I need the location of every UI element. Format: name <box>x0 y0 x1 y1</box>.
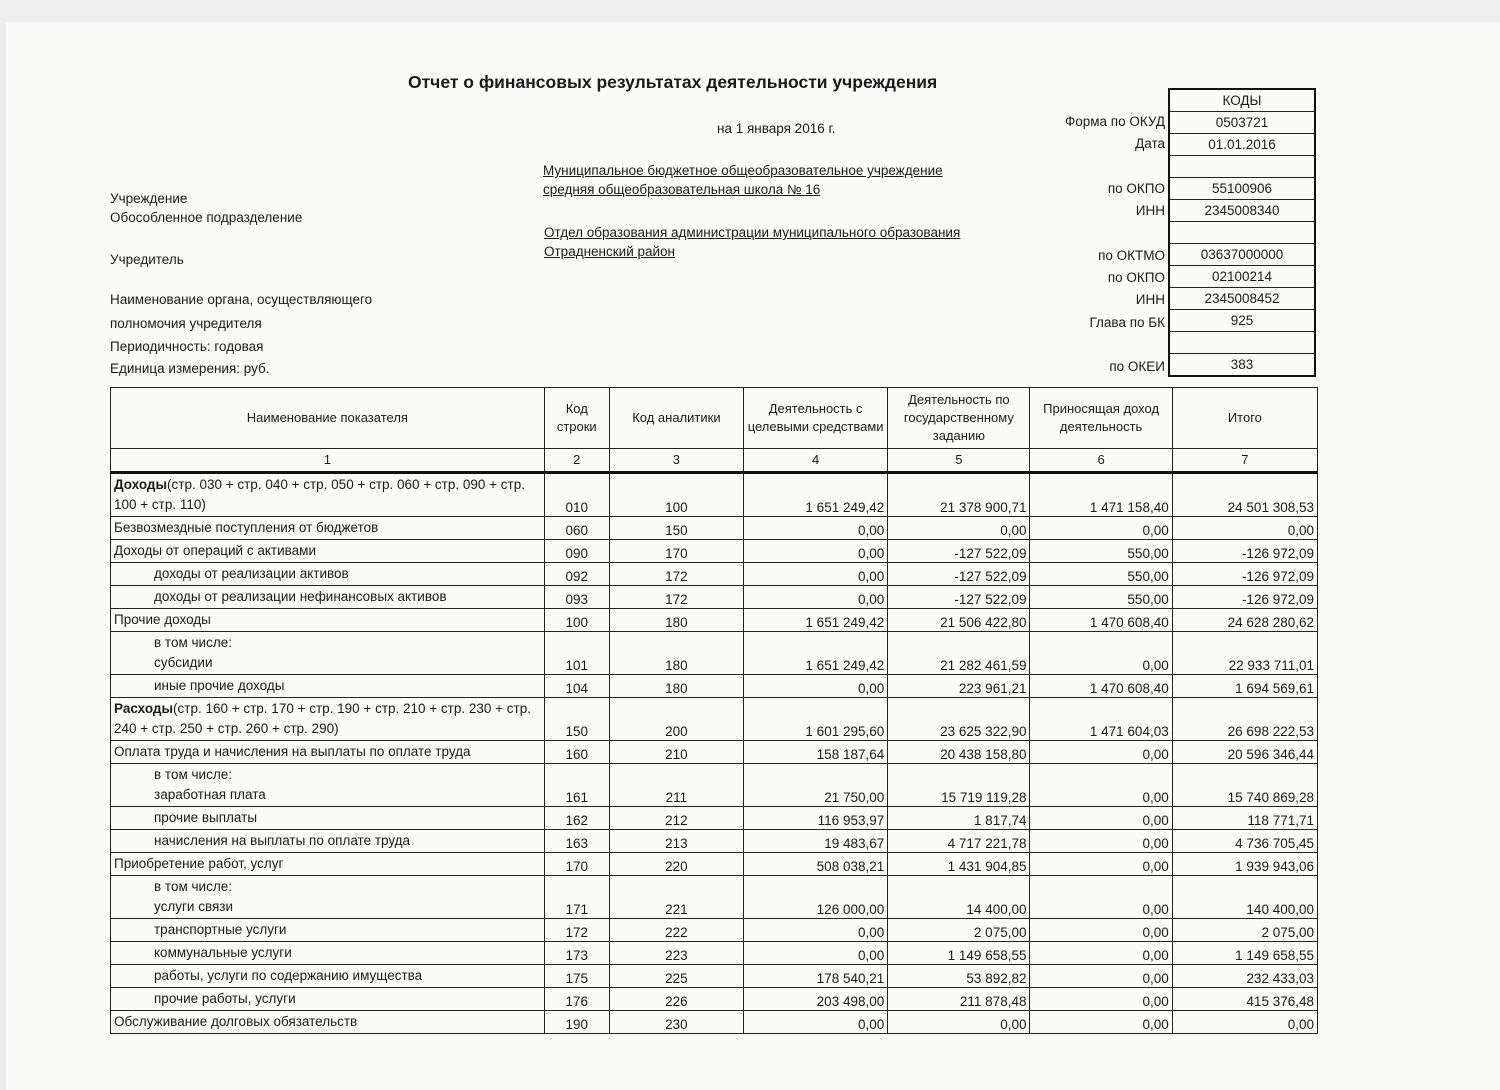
sub-label: в том числе: <box>154 635 232 650</box>
indicator-name <box>111 853 545 876</box>
value-state-task: 0,00 <box>888 1011 1030 1034</box>
row-code: 093 <box>544 586 609 609</box>
column-number: 1 <box>111 449 545 473</box>
analytics-code: 172 <box>609 563 743 586</box>
label-institution: Учреждение <box>110 191 188 206</box>
table-row <box>111 988 1318 1011</box>
code-value <box>1170 222 1314 244</box>
analytics-code: 180 <box>609 632 743 675</box>
value-total: 22 933 711,01 <box>1172 632 1317 675</box>
value-income: 0,00 <box>1030 853 1172 876</box>
indicator-name <box>111 609 545 632</box>
value-total: 20 596 346,44 <box>1172 741 1317 764</box>
value-income: 0,00 <box>1030 942 1172 965</box>
indicator-label: доходы от реализации активов <box>154 566 349 581</box>
table-row <box>111 807 1318 830</box>
indicator-name <box>111 1011 545 1034</box>
table-row <box>111 540 1318 563</box>
indicator-label: услуги связи <box>154 899 234 914</box>
row-code: 160 <box>544 741 609 764</box>
indicator-name <box>111 830 545 853</box>
code-value <box>1170 156 1314 178</box>
value-income: 550,00 <box>1030 586 1172 609</box>
indicator-label: (стр. 030 + стр. 040 + стр. 050 + стр. 060 + стр. 090 + стр. 100 + стр. 110) <box>114 477 525 512</box>
value-targeted: 158 187,64 <box>744 741 888 764</box>
value-targeted: 1 651 249,42 <box>744 632 888 675</box>
code-label: Форма по ОКУД <box>1064 114 1165 129</box>
value-income: 550,00 <box>1030 563 1172 586</box>
code-label: по ОКПО <box>1107 270 1165 286</box>
label-unit: Единица измерения: руб. <box>110 361 270 376</box>
column-header: Код строки <box>544 388 609 449</box>
value-state-task: 223 961,21 <box>888 675 1030 698</box>
table-row <box>111 764 1318 807</box>
value-state-task: 1 431 904,85 <box>888 853 1030 876</box>
column-header: Итого <box>1172 388 1317 449</box>
indicator-name <box>111 965 545 988</box>
value-state-task: 15 719 119,28 <box>888 764 1030 807</box>
codes-box <box>1168 88 1316 377</box>
value-total: 1 149 658,55 <box>1172 942 1317 965</box>
founder-name-2: Отрадненский район <box>544 244 676 259</box>
label-founder: Учредитель <box>110 252 184 267</box>
value-targeted: 1 651 249,42 <box>744 609 888 632</box>
table-row <box>111 942 1318 965</box>
indicator-text <box>114 831 541 851</box>
indicator-label: транспортные услуги <box>154 922 287 937</box>
code-value: 01.01.2016 <box>1170 134 1314 156</box>
indicator-label: Доходы от операций с активами <box>114 543 316 558</box>
value-targeted: 21 750,00 <box>744 764 888 807</box>
value-state-task: 0,00 <box>888 517 1030 540</box>
indicator-text <box>114 676 541 696</box>
row-code: 090 <box>544 540 609 563</box>
column-number: 6 <box>1030 449 1172 473</box>
indicator-name <box>111 563 545 586</box>
value-state-task: 211 878,48 <box>888 988 1030 1011</box>
indicator-text <box>114 564 541 584</box>
analytics-code: 210 <box>609 741 743 764</box>
value-state-task: -127 522,09 <box>888 540 1030 563</box>
value-income: 1 471 158,40 <box>1030 473 1172 517</box>
value-targeted: 116 953,97 <box>744 807 888 830</box>
indicator-name <box>111 764 545 807</box>
indicator-name <box>111 540 545 563</box>
row-code: 173 <box>544 942 609 965</box>
table-row <box>111 586 1318 609</box>
code-label: Глава по БК <box>1089 314 1165 330</box>
indicator-name <box>111 807 545 830</box>
row-code: 171 <box>544 876 609 919</box>
code-value <box>1170 332 1314 354</box>
table-row <box>111 919 1318 942</box>
value-state-task: 21 282 461,59 <box>888 632 1030 675</box>
value-total: 4 736 705,45 <box>1172 830 1317 853</box>
table-row <box>111 517 1318 540</box>
table-row <box>111 698 1318 741</box>
indicator-label: Прочие доходы <box>114 612 211 627</box>
indicator-label: заработная плата <box>154 787 266 802</box>
value-total: -126 972,09 <box>1172 586 1317 609</box>
code-label: ИНН <box>1135 203 1165 219</box>
row-code: 150 <box>544 698 609 741</box>
value-state-task: -127 522,09 <box>888 586 1030 609</box>
code-value: 03637000000 <box>1170 244 1314 266</box>
analytics-code: 221 <box>609 876 743 919</box>
indicator-name <box>111 942 545 965</box>
analytics-code: 222 <box>609 919 743 942</box>
indicator-label: начисления на выплаты по оплате труда <box>154 833 411 848</box>
table-row <box>111 965 1318 988</box>
indicator-name <box>111 698 545 741</box>
value-total: 415 376,48 <box>1172 988 1317 1011</box>
analytics-code: 213 <box>609 830 743 853</box>
row-code: 104 <box>544 675 609 698</box>
value-total: 232 433,03 <box>1172 965 1317 988</box>
codes-header: КОДЫ <box>1170 90 1314 112</box>
value-total: 0,00 <box>1172 1011 1317 1034</box>
value-targeted: 0,00 <box>744 919 888 942</box>
row-code: 060 <box>544 517 609 540</box>
indicator-label: коммунальные услуги <box>154 945 292 960</box>
value-state-task: -127 522,09 <box>888 563 1030 586</box>
row-code: 101 <box>544 632 609 675</box>
value-targeted: 0,00 <box>744 1011 888 1034</box>
analytics-code: 211 <box>609 764 743 807</box>
analytics-code: 172 <box>609 586 743 609</box>
code-value: 02100214 <box>1170 266 1314 288</box>
value-targeted: 19 483,67 <box>744 830 888 853</box>
value-targeted: 0,00 <box>744 675 888 698</box>
row-code: 172 <box>544 919 609 942</box>
column-number: 4 <box>744 449 888 473</box>
indicator-label: Приобретение работ, услуг <box>114 856 284 871</box>
value-total: 140 400,00 <box>1172 876 1317 919</box>
value-state-task: 20 438 158,80 <box>888 741 1030 764</box>
indicator-text <box>114 854 541 874</box>
indicator-label: (стр. 160 + стр. 170 + стр. 190 + стр. 210 + стр. 230 + стр. 240 + стр. 250 + стр. 260 + стр. 290) <box>114 701 531 736</box>
row-code: 092 <box>544 563 609 586</box>
indicator-bold: Доходы <box>114 477 168 492</box>
indicator-name <box>111 919 545 942</box>
report-date: на 1 января 2016 г. <box>717 121 836 136</box>
value-targeted: 203 498,00 <box>744 988 888 1011</box>
analytics-code: 226 <box>609 988 743 1011</box>
value-state-task: 23 625 322,90 <box>888 698 1030 741</box>
table-row <box>111 1011 1318 1034</box>
indicator-text <box>114 587 541 607</box>
label-subdivision: Обособленное подразделение <box>110 210 303 225</box>
indicator-text <box>114 475 541 515</box>
value-total: 26 698 222,53 <box>1172 698 1317 741</box>
column-header: Деятельность по государственному заданию <box>888 388 1030 449</box>
value-targeted: 0,00 <box>744 517 888 540</box>
table-row <box>111 876 1318 919</box>
table-row <box>111 563 1318 586</box>
row-code: 175 <box>544 965 609 988</box>
row-code: 010 <box>544 473 609 517</box>
indicator-name <box>111 988 545 1011</box>
row-code: 162 <box>544 807 609 830</box>
indicator-name <box>111 632 545 675</box>
sub-label: в том числе: <box>154 767 232 782</box>
column-number: 7 <box>1172 449 1317 473</box>
value-income: 1 471 604,03 <box>1030 698 1172 741</box>
indicator-label: субсидии <box>154 655 213 670</box>
value-targeted: 1 601 295,60 <box>744 698 888 741</box>
indicator-name <box>111 876 545 919</box>
value-targeted: 1 651 249,42 <box>744 473 888 517</box>
founder-name-1: Отдел образования администрации муниципального образования <box>544 225 961 240</box>
value-targeted: 0,00 <box>744 942 888 965</box>
indicator-text <box>114 541 541 561</box>
column-header: Деятельность с целевыми средствами <box>744 388 888 449</box>
value-total: -126 972,09 <box>1172 540 1317 563</box>
value-total: 118 771,71 <box>1172 807 1317 830</box>
indicator-name <box>111 741 545 764</box>
indicator-text <box>114 966 541 986</box>
row-code: 190 <box>544 1011 609 1034</box>
analytics-code: 225 <box>609 965 743 988</box>
value-targeted: 0,00 <box>744 540 888 563</box>
analytics-code: 100 <box>609 473 743 517</box>
analytics-code: 223 <box>609 942 743 965</box>
value-income: 0,00 <box>1030 876 1172 919</box>
column-number: 5 <box>888 449 1030 473</box>
value-state-task: 2 075,00 <box>888 919 1030 942</box>
value-state-task: 14 400,00 <box>888 876 1030 919</box>
column-header: Наименование показателя <box>111 388 545 449</box>
row-code: 163 <box>544 830 609 853</box>
row-code: 170 <box>544 853 609 876</box>
code-value: 0503721 <box>1170 112 1314 134</box>
value-income: 0,00 <box>1030 764 1172 807</box>
indicator-label: прочие работы, услуги <box>154 991 296 1006</box>
row-code: 176 <box>544 988 609 1011</box>
institution-name-1: Муниципальное бюджетное общеобразовательное учреждение <box>543 163 943 178</box>
code-value: 925 <box>1170 310 1314 332</box>
table-row <box>111 632 1318 675</box>
indicator-text <box>114 989 541 1009</box>
analytics-code: 220 <box>609 853 743 876</box>
value-state-task: 4 717 221,78 <box>888 830 1030 853</box>
value-state-task: 21 378 900,71 <box>888 473 1030 517</box>
value-income: 0,00 <box>1030 1011 1172 1034</box>
label-periodicity: Периодичность: годовая <box>110 339 264 354</box>
indicator-text <box>114 742 541 762</box>
code-label: по ОКТМО <box>1098 247 1165 263</box>
analytics-code: 170 <box>609 540 743 563</box>
value-income: 550,00 <box>1030 540 1172 563</box>
value-income: 0,00 <box>1030 919 1172 942</box>
value-state-task: 53 892,82 <box>888 965 1030 988</box>
value-targeted: 508 038,21 <box>744 853 888 876</box>
indicator-label: иные прочие доходы <box>154 678 285 693</box>
indicator-label: Оплата труда и начисления на выплаты по оплате труда <box>114 744 471 759</box>
code-value: 55100906 <box>1170 178 1314 200</box>
analytics-code: 180 <box>609 609 743 632</box>
indicator-text <box>114 653 541 673</box>
value-targeted: 0,00 <box>744 586 888 609</box>
code-value: 383 <box>1230 357 1254 372</box>
row-code: 161 <box>544 764 609 807</box>
value-income: 0,00 <box>1030 807 1172 830</box>
value-income: 0,00 <box>1030 517 1172 540</box>
value-total: 2 075,00 <box>1172 919 1317 942</box>
analytics-code: 180 <box>609 675 743 698</box>
indicator-text <box>114 808 541 828</box>
table-row <box>111 473 1318 517</box>
indicator-name <box>111 473 545 517</box>
indicator-text <box>114 610 541 630</box>
indicator-text <box>114 785 541 805</box>
indicator-text <box>114 699 541 739</box>
value-total: 0,00 <box>1172 517 1317 540</box>
sub-label: в том числе: <box>154 879 232 894</box>
analytics-code: 200 <box>609 698 743 741</box>
table-row <box>111 609 1318 632</box>
value-state-task: 21 506 422,80 <box>888 609 1030 632</box>
label-authority-2: полномочия учредителя <box>110 316 262 331</box>
value-income: 0,00 <box>1030 988 1172 1011</box>
indicator-label: работы, услуги по содержанию имущества <box>154 968 423 983</box>
value-state-task: 1 149 658,55 <box>888 942 1030 965</box>
value-total: 24 501 308,53 <box>1172 473 1317 517</box>
value-targeted: 0,00 <box>744 563 888 586</box>
indicator-name <box>111 517 545 540</box>
value-state-task: 1 817,74 <box>888 807 1030 830</box>
indicator-label: Безвозмездные поступления от бюджетов <box>114 520 379 535</box>
column-number: 3 <box>609 449 743 473</box>
column-header: Приносящая доход деятельность <box>1030 388 1172 449</box>
code-value: 2345008452 <box>1170 288 1314 310</box>
value-income: 0,00 <box>1030 830 1172 853</box>
table-row <box>111 853 1318 876</box>
column-header: Код аналитики <box>609 388 743 449</box>
table-row <box>111 830 1318 853</box>
value-income: 0,00 <box>1030 632 1172 675</box>
indicator-bold: Расходы <box>114 701 174 716</box>
label-authority: Наименование органа, осуществляющего <box>110 292 373 307</box>
analytics-code: 212 <box>609 807 743 830</box>
institution-name-2: средняя общеобразовательная школа № 16 <box>543 182 821 197</box>
table-row <box>111 675 1318 698</box>
indicator-name <box>111 675 545 698</box>
code-label: по ОКЕИ <box>1109 359 1165 375</box>
code-value: 2345008340 <box>1170 200 1314 222</box>
report-title: Отчет о финансовых результатах деятельности учреждения <box>408 72 938 92</box>
value-targeted: 126 000,00 <box>744 876 888 919</box>
indicator-name <box>111 586 545 609</box>
column-number: 2 <box>544 449 609 473</box>
value-total: 1 939 943,06 <box>1172 853 1317 876</box>
code-label: по ОКПО <box>1107 180 1165 196</box>
code-label: ИНН <box>1135 292 1165 308</box>
indicator-text <box>114 518 541 538</box>
value-total: 15 740 869,28 <box>1172 764 1317 807</box>
financial-results-table <box>110 387 1318 1034</box>
indicator-label: Обслуживание долговых обязательств <box>114 1014 358 1029</box>
indicator-text <box>114 1012 541 1032</box>
value-income: 0,00 <box>1030 741 1172 764</box>
value-total: 1 694 569,61 <box>1172 675 1317 698</box>
row-code: 100 <box>544 609 609 632</box>
value-total: 24 628 280,62 <box>1172 609 1317 632</box>
indicator-text <box>114 897 541 917</box>
value-targeted: 178 540,21 <box>744 965 888 988</box>
indicator-label: прочие выплаты <box>154 810 258 825</box>
value-income: 1 470 608,40 <box>1030 609 1172 632</box>
code-label: Дата <box>1135 136 1165 152</box>
table-row <box>111 741 1318 764</box>
analytics-code: 230 <box>609 1011 743 1034</box>
value-total: -126 972,09 <box>1172 563 1317 586</box>
indicator-label: доходы от реализации нефинансовых активов <box>154 589 447 604</box>
indicator-text <box>114 943 541 963</box>
indicator-text <box>114 920 541 940</box>
analytics-code: 150 <box>609 517 743 540</box>
value-income: 1 470 608,40 <box>1030 675 1172 698</box>
value-income: 0,00 <box>1030 965 1172 988</box>
